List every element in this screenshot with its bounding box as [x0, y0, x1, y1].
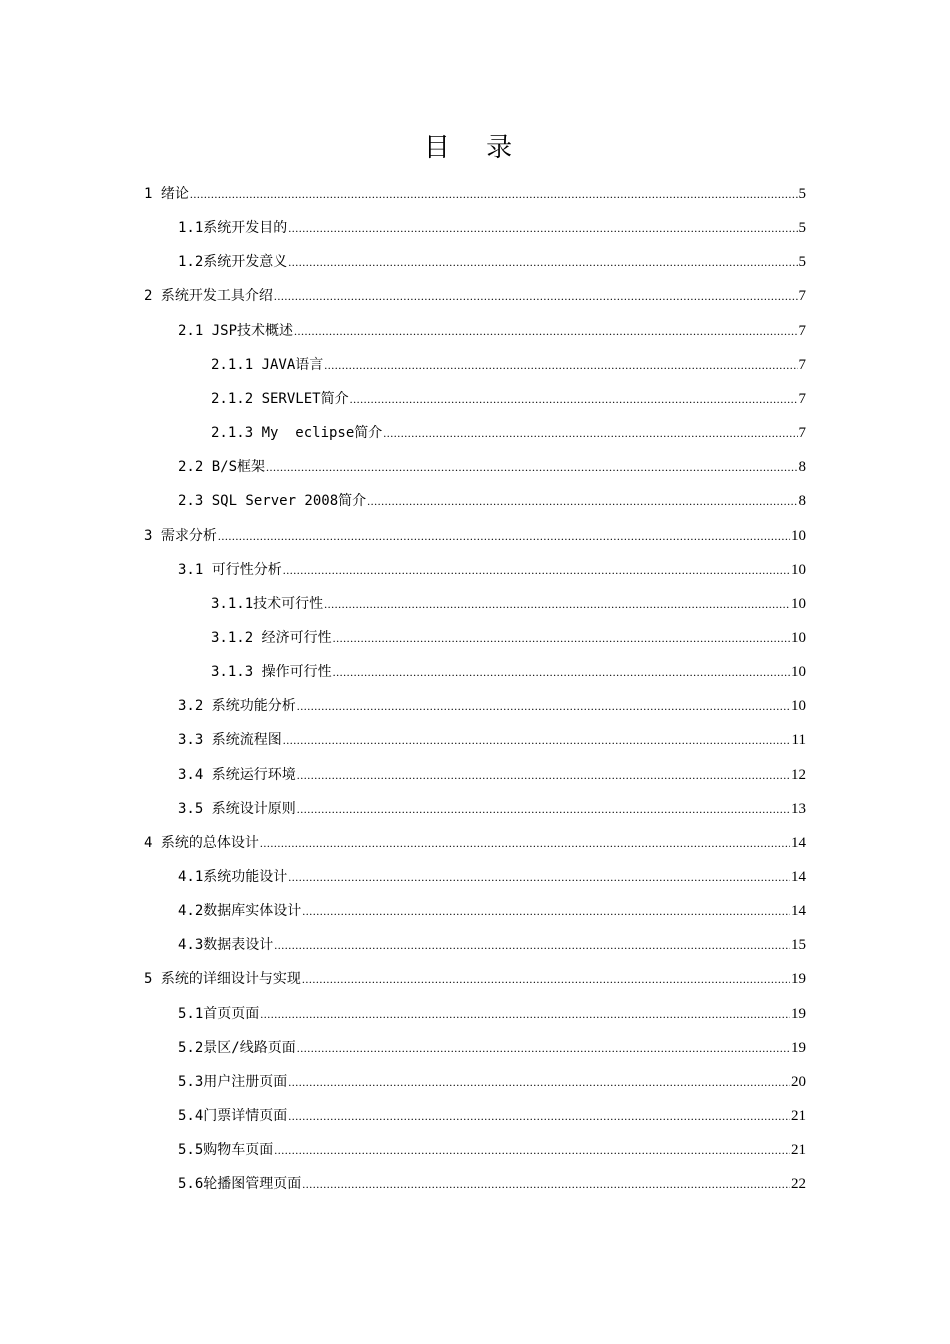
toc-entry-label: 5.3用户注册页面 [178, 1074, 288, 1090]
toc-entry-label: 4.1系统功能设计 [178, 869, 288, 885]
toc-entry[interactable] [178, 1104, 806, 1128]
toc-entry-page-number: 10 [791, 596, 806, 612]
toc-entry-page-number: 11 [791, 732, 806, 748]
toc-entry-page-number: 7 [798, 425, 806, 441]
dot-leader [288, 865, 790, 889]
toc-title: 目 录 [423, 133, 527, 163]
dot-leader [324, 592, 790, 616]
toc-entry-page-number: 7 [798, 357, 806, 373]
dot-leader [333, 626, 790, 650]
toc-entry-label: 4 系统的总体设计 [144, 835, 259, 851]
dot-leader [260, 1002, 790, 1026]
dot-leader [324, 353, 797, 377]
dot-leader [383, 421, 797, 445]
dot-leader [294, 319, 797, 343]
dot-leader [266, 455, 797, 479]
dot-leader [297, 763, 790, 787]
dot-leader [274, 1138, 790, 1162]
dot-leader [260, 831, 790, 855]
toc-entry-label: 1.2系统开发意义 [178, 254, 288, 270]
toc-entry-label: 2.1 JSP技术概述 [178, 323, 294, 339]
toc-entry-label: 5.1首页页面 [178, 1006, 260, 1022]
toc-entry[interactable] [178, 455, 806, 479]
dot-leader [297, 1036, 790, 1060]
toc-entry-page-number: 13 [791, 801, 806, 817]
toc-entry[interactable] [178, 250, 806, 274]
dot-leader [302, 967, 790, 991]
dot-leader [302, 899, 790, 923]
toc-entry-label: 3.1 可行性分析 [178, 562, 282, 578]
toc-entry-page-number: 14 [791, 835, 806, 851]
toc-entry-page-number: 8 [798, 493, 806, 509]
toc-entry-page-number: 12 [791, 767, 806, 783]
toc-entry-page-number: 21 [791, 1142, 806, 1158]
toc-entry-page-number: 10 [791, 698, 806, 714]
toc-entry-label: 3.4 系统运行环境 [178, 767, 296, 783]
toc-entry-label: 5.5购物车页面 [178, 1142, 274, 1158]
toc-entry[interactable] [178, 1172, 806, 1196]
toc-entry-label: 1.1系统开发目的 [178, 220, 288, 236]
toc-entry-label: 3 需求分析 [144, 528, 217, 544]
toc-entry-page-number: 5 [798, 220, 806, 236]
dot-leader [297, 797, 790, 821]
toc-entry-label: 3.1.3 操作可行性 [211, 664, 332, 680]
toc-entry[interactable] [178, 797, 806, 821]
toc-entry-page-number: 19 [791, 1040, 806, 1056]
toc-entry[interactable] [178, 899, 806, 923]
toc-entry-label: 2.1.1 JAVA语言 [211, 357, 324, 373]
toc-entry-page-number: 14 [791, 903, 806, 919]
dot-leader [333, 660, 790, 684]
toc-entry[interactable] [144, 524, 806, 548]
toc-entry-page-number: 22 [791, 1176, 806, 1192]
dot-leader [367, 489, 797, 513]
toc-entry-label: 1 绪论 [144, 186, 189, 202]
toc-entry-label: 5 系统的详细设计与实现 [144, 971, 301, 987]
toc-entry-label: 3.1.2 经济可行性 [211, 630, 332, 646]
toc-entry[interactable] [178, 319, 806, 343]
toc-entry[interactable] [178, 1070, 806, 1094]
toc-entry[interactable] [178, 933, 806, 957]
dot-leader [297, 694, 790, 718]
toc-entry[interactable] [144, 831, 806, 855]
toc-entry[interactable] [178, 489, 806, 513]
toc-entry[interactable] [211, 626, 806, 650]
toc-entry-page-number: 8 [798, 459, 806, 475]
toc-entry-label: 3.1.1技术可行性 [211, 596, 324, 612]
toc-entry[interactable] [178, 728, 806, 752]
toc-entry[interactable] [144, 284, 806, 308]
toc-entry-page-number: 5 [798, 186, 806, 202]
dot-leader [350, 387, 798, 411]
toc-entry-page-number: 15 [791, 937, 806, 953]
dot-leader [302, 1172, 790, 1196]
toc-entry-page-number: 10 [791, 528, 806, 544]
toc-entry[interactable] [178, 558, 806, 582]
toc-entry-label: 4.3数据表设计 [178, 937, 274, 953]
toc-entry-label: 3.3 系统流程图 [178, 732, 282, 748]
dot-leader [274, 933, 790, 957]
toc-entry[interactable] [211, 592, 806, 616]
toc-entry-label: 5.6轮播图管理页面 [178, 1176, 302, 1192]
toc-entry-page-number: 19 [791, 971, 806, 987]
toc-entry[interactable] [178, 216, 806, 240]
toc-entry[interactable] [178, 1138, 806, 1162]
dot-leader [274, 284, 798, 308]
toc-entry-label: 2.1.2 SERVLET简介 [211, 391, 349, 407]
dot-leader [190, 182, 798, 206]
toc-entry-page-number: 7 [798, 391, 806, 407]
toc-entry[interactable] [178, 865, 806, 889]
toc-entry-page-number: 21 [791, 1108, 806, 1124]
toc-entry-page-number: 5 [798, 254, 806, 270]
toc-entry-page-number: 19 [791, 1006, 806, 1022]
toc-entry[interactable] [144, 182, 806, 206]
toc-entry[interactable] [211, 421, 806, 445]
toc-entry-page-number: 10 [791, 630, 806, 646]
toc-entry-page-number: 10 [791, 562, 806, 578]
toc-entry-page-number: 10 [791, 664, 806, 680]
toc-entry-label: 2 系统开发工具介绍 [144, 288, 273, 304]
toc-entry[interactable] [178, 1002, 806, 1026]
toc-entry-label: 2.2 B/S框架 [178, 459, 266, 475]
toc-entry-page-number: 7 [798, 288, 806, 304]
toc-entry-page-number: 14 [791, 869, 806, 885]
toc-entry[interactable] [211, 353, 806, 377]
toc-entry-page-number: 20 [791, 1074, 806, 1090]
toc-entry-page-number: 7 [798, 323, 806, 339]
dot-leader [218, 524, 790, 548]
dot-leader [283, 728, 791, 752]
dot-leader [288, 1104, 790, 1128]
toc-entry-label: 5.2景区/线路页面 [178, 1040, 296, 1056]
toc-entry[interactable] [178, 763, 806, 787]
toc-entry[interactable] [211, 387, 806, 411]
toc-entry-label: 3.2 系统功能分析 [178, 698, 296, 714]
toc-entry[interactable] [211, 660, 806, 684]
toc-entry-label: 3.5 系统设计原则 [178, 801, 296, 817]
toc-entry-label: 5.4门票详情页面 [178, 1108, 288, 1124]
dot-leader [288, 216, 797, 240]
dot-leader [288, 250, 797, 274]
toc-entry-label: 2.1.3 My eclipse简介 [211, 425, 383, 441]
dot-leader [283, 558, 790, 582]
toc-entry-label: 4.2数据库实体设计 [178, 903, 302, 919]
toc-entry[interactable] [144, 967, 806, 991]
toc-entry[interactable] [178, 1036, 806, 1060]
toc-entry[interactable] [178, 694, 806, 718]
toc-entry-label: 2.3 SQL Server 2008简介 [178, 493, 367, 509]
dot-leader [288, 1070, 790, 1094]
